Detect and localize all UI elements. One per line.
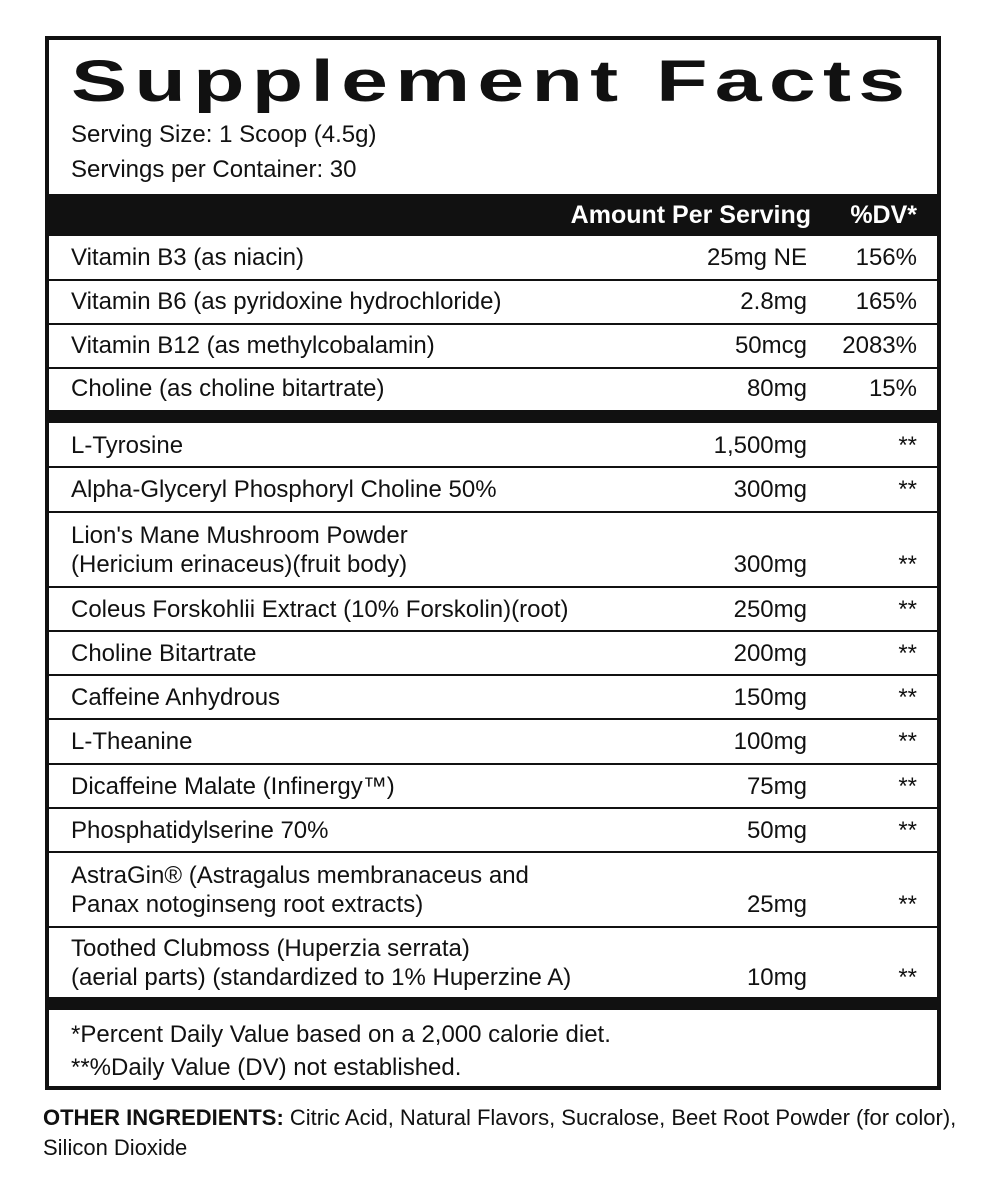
ingredient-amount: 150mg [733,684,807,711]
ingredient-amount: 200mg [733,640,807,667]
ingredient-dv: ** [898,773,917,800]
nutrient-dv: 156% [855,244,917,271]
ingredient-dv: ** [898,817,917,844]
supplement-facts-panel [45,36,941,1090]
ingredient-name-line2: (aerial parts) (standardized to 1% Huperzine A) [71,964,572,991]
ingredient-row [49,720,937,764]
ingredient-amount: 300mg [733,551,807,578]
nutrient-name: Choline (as choline bitartrate) [71,375,385,402]
serving-size: Serving Size: 1 Scoop (4.5g) [71,121,377,148]
ingredient-row [49,928,937,997]
ingredient-name: Caffeine Anhydrous [71,684,281,711]
nutrient-amount: 2.8mg [740,288,807,315]
ingredient-dv: ** [898,432,917,459]
ingredient-row [49,468,937,512]
nutrient-name: Vitamin B6 (as pyridoxine hydrochloride) [71,288,502,315]
nutrient-name: Vitamin B3 (as niacin) [71,244,304,271]
ingredient-dv: ** [898,551,917,578]
nutrient-row-b6 [49,281,937,324]
ingredient-dv: ** [898,728,917,755]
nutrient-amount: 25mg NE [706,244,807,271]
ingredient-name: Phosphatidylserine 70% [71,817,329,844]
ingredient-name: L-Tyrosine [71,432,184,459]
ingredient-amount: 25mg [746,891,807,918]
ingredient-row [49,765,937,808]
ingredient-amount: 50mg [746,817,807,844]
ingredient-name: Coleus Forskohlii Extract (10% Forskolin)(root) [71,596,569,623]
ingredient-row [49,809,937,852]
ingredient-name-line2: Panax notoginseng root extracts) [71,891,424,918]
nutrient-name: Vitamin B12 (as methylcobalamin) [71,332,435,359]
ingredient-row [49,588,937,631]
ingredient-amount: 1,500mg [713,432,807,459]
other-ingredients-label: OTHER INGREDIENTS: [43,1105,284,1130]
ingredient-dv: ** [898,476,917,503]
ingredient-amount: 100mg [733,728,807,755]
ingredient-dv: ** [898,964,917,991]
ingredient-row [49,513,937,586]
nutrient-row-choline [49,369,937,410]
ingredient-name: Alpha-Glyceryl Phosphoryl Choline 50% [71,476,497,503]
other-ingredients [43,1103,958,1163]
ingredient-amount: 300mg [733,476,807,503]
nutrient-row-b3 [49,236,937,280]
ingredient-name: Lion's Mane Mushroom Powder [71,522,408,549]
nutrient-amount: 80mg [746,375,807,402]
servings-per-container: Servings per Container: 30 [71,156,357,183]
ingredient-amount: 10mg [746,964,807,991]
ingredient-dv: ** [898,684,917,711]
ingredient-row [49,632,937,675]
ingredient-row [49,676,937,719]
ingredient-name: L-Theanine [71,728,193,755]
panel-title: Supplement Facts [71,49,913,114]
nutrient-dv: 165% [855,288,917,315]
section-divider-thick [49,410,937,423]
ingredient-name: Dicaffeine Malate (Infinergy™) [71,773,395,800]
footnote-dv: *Percent Daily Value based on a 2,000 calorie diet. [71,1021,611,1048]
ingredient-row [49,853,937,927]
ingredient-row [49,423,937,467]
other-ingredients-text: Citric Acid, Natural Flavors, Sucralose, Beet Root Powder (for color), Silicon Dioxide [43,1105,957,1160]
footnote-not-established: **%Daily Value (DV) not established. [71,1054,462,1081]
nutrient-amount: 50mcg [734,332,807,359]
section-divider-thick [49,997,937,1010]
ingredient-dv: ** [898,891,917,918]
ingredient-amount: 75mg [746,773,807,800]
dv-header: %DV* [850,201,917,229]
ingredient-amount: 250mg [733,596,807,623]
nutrient-row-b12 [49,325,937,368]
ingredient-name: AstraGin® (Astragalus membranaceus and [71,862,529,889]
nutrient-dv: 2083% [842,332,917,359]
column-header-bar [49,194,937,236]
nutrient-dv: 15% [868,375,917,402]
ingredient-name: Toothed Clubmoss (Huperzia serrata) [71,935,470,962]
ingredient-dv: ** [898,640,917,667]
ingredient-name: Choline Bitartrate [71,640,257,667]
ingredient-name-line2: (Hericium erinaceus)(fruit body) [71,551,408,578]
amount-per-serving-header: Amount Per Serving [570,201,811,229]
ingredient-dv: ** [898,596,917,623]
